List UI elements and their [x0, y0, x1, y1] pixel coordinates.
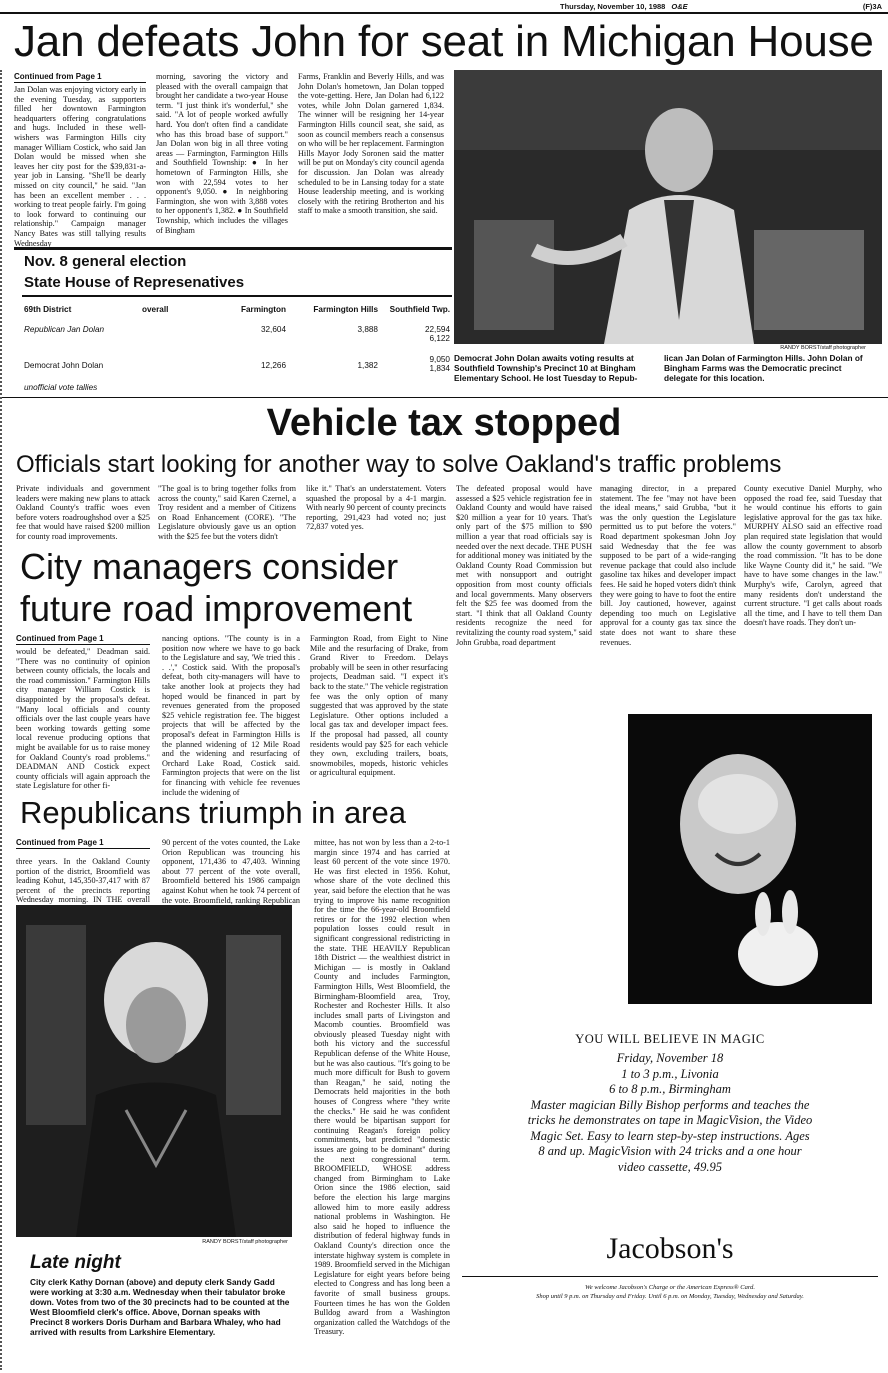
header-paper: O&E: [671, 2, 688, 11]
header-page: (F)3A: [862, 2, 882, 11]
story4-col2: 90 percent of the votes counted, the Lake Orion Republican was trouncing his opponent, 171,436 to 47,403. Winning about 77 percent of the vote overall, Broomfield bettered his 1986 campaign against Kohut when he took 74 percent of the vote. Broomfield, ranking Republican: [162, 838, 300, 905]
story4-continued: Continued from Page 1: [16, 838, 150, 849]
story3-col3: Farmington Road, from Eight to Nine Mile and the resurfacing of Drake, from Grand River to Freedom. Delays probably will be seen in other resurfacing projects, Deadman said. "I expect it's back to the state." The vehicle registration fee was the only option of many suggested that was approved by the state Legislature. Other options included a local gas tax and developer impact fees. If the proposal had passed, all county residents would pay $25 for each vehicle they own, excluding trailers, boats, snowmobiles, mopeds, historic vehicles or agricultural equipment.: [310, 634, 449, 778]
story1-col2: morning, savoring the victory and pleased with the overall campaign that brought her candidate a two-year House term. "I just think it's wonderful," she said. "A lot of people worked awfully hard. You don't often find a candidate who has this broad base of support." Jan Dolan won big in all three voting areas — Farmington, Farmington Hills and Southfield Township: ● In her hometown of Farmington Hills, she won with 22,594 votes to her opponent's 9,050. ● In neighboring Farmington, she won with 3,888 votes to her opponent's 1,382. ● In Southfield Township, which includes the villages of Bingham: [156, 72, 288, 235]
photo-john-dolan: [454, 70, 882, 344]
ad-rule: [462, 1276, 878, 1277]
photo2-credit: RANDY BORST/staff photographer: [202, 1239, 288, 1245]
story2-col5: managing director, in a prepared statement. The fee "may not have been the ideal means," said Grubba, "but it was the only question the Legislature permitted us to put before the voters." Road department spokesman John Joy said Wednesday that the fee was supposed to be part of a wide-ranging revenue package that could also include gasoline tax hikes and developer impact fees. He said he hoped voters didn't think they were going to have to foot the entire bill. Joy cautioned, however, against depending too much on Legislative approval for a county gas tax since the state does not want to share these revenues.: [600, 484, 736, 647]
story3-headline-line1: City managers consider: [20, 546, 399, 587]
photo2-caption: [30, 1252, 292, 1337]
ad-footer-2: Shop until 9 p.m. on Thursday and Friday. Until 6 p.m. on Monday, Tuesday, Wednesday and Saturday.: [536, 1293, 804, 1300]
story3-headline-line2: future road improvement: [20, 588, 413, 629]
results-col-farmington: Farmington: [240, 305, 286, 314]
results-row-democrat: Democrat John Dolan 12,266 1,382 9,050 1,834: [24, 355, 450, 373]
photo1-credit: RANDY BORST/staff photographer: [780, 345, 866, 351]
results-note: unofficial vote tallies: [24, 383, 98, 392]
story4-headline: Republicans triumph in area: [20, 795, 406, 830]
story2-col1: Private individuals and government leaders were making new plans to attack Oakland County's traffic woes even before voters roadroughshod over a $25 fee that would have raised $200 million for county road improvements.: [16, 484, 150, 541]
header-date: Thursday, November 10, 1988: [560, 2, 666, 11]
results-col-overall: overall: [142, 305, 169, 314]
ad-details: [458, 1051, 882, 1175]
ad-footer: [458, 1283, 882, 1301]
story2-col4: The defeated proposal would have assessed a $25 vehicle registration fee in Oakland County and would have raised $20 million a year for 10 years. That's only part of the $75 million to $90 million a year that road officials say is needed over the next decade. THE PUSH for additional money was initiated by the Oakland County Road Commission but met with nonsupport and outright opposition from most county officials and local governments. Many observers felt the $25 fee was doomed from the start. "I think that all Oakland County residents recognize the need for revitalizing the county road system," said John Grubba, road department: [456, 484, 592, 647]
ad-title: YOU WILL BELIEVE IN MAGIC: [575, 1032, 765, 1046]
results-title2: State House of Represenatives: [24, 274, 245, 291]
photo2-caption-title: Late night: [30, 1252, 121, 1273]
photo-late-night: [16, 905, 292, 1237]
story2-subhead: Officials start looking for another way to solve Oakland's traffic problems: [16, 451, 782, 478]
story1-col1: Jan Dolan was enjoying victory early in the evening Tuesday, as supporters filled her downtown Farmington headquarters offering congratulations and hugs. Included in these well-wishers was Farmington Hills city manager William Costick, who said Jan Dolan would be missed when she leaves her city post for the $39,831-a-year job in Lansing. "She'll be dearly missed on city council," he said. "Jan has been an excellent member . . . working to treat people fairly. I'm going to look forward to continuing our relationship." Campaign manager Nancy Bates was still tallying results Wednesday: [14, 85, 146, 248]
divider-1: [0, 397, 888, 398]
results-row-republican: Republican Jan Dolan 32,604 3,888 22,594 6,122: [24, 325, 450, 343]
ad-footer-1: We welcome Jacobson's Charge or the American Express® Card.: [584, 1284, 756, 1291]
story1-text: [14, 72, 444, 248]
results-district: 69th District: [24, 305, 72, 314]
results-col-southfield: Southfield Twp.: [389, 305, 450, 314]
page-header: [560, 2, 882, 11]
jacobsons-ad: [458, 696, 882, 1364]
magician-photo: [628, 714, 872, 1004]
results-box: [14, 247, 452, 391]
ad-date: Friday, November 18: [616, 1051, 724, 1065]
header-rule: [0, 12, 888, 14]
story3-continued: Continued from Page 1: [16, 634, 150, 645]
story2-headline: Vehicle tax stopped: [266, 402, 622, 444]
story4-col3: mittee, has not won by less than a 2-to-1 margin since 1974 and has carried at least 60 percent of the vote since 1970. He was first elected in 1956. Kohut, whose share of the vote declined this year, said before the election that he was trying to improve his name recognition for the time the 66-year-old Broomfield retires or for the 1992 election when population losses could result in significant congressional redistricting in the state. THE HEAVILY Republican 18th District — the wealthiest district in Michigan — is mostly in Oakland County and includes Farmington, Farmington Hills, West Bloomfield, the Birmingham-Bloomfield area, Troy, Rochester and Rochester Hills. It also includes small parts of Livingston and Macomb counties. Broomfield was obviously pleased Tuesday night with both his victory and the successful Republican defense of the White House, but he was also cautious. "It's going to be much more difficult for Bush to govern than Reagan," he said, noting the Democrats held majorities in the both houses of Congress where "they write the checks." He said he was confident there would be bipartisan support for continuing Reagan's foreign policy commitments, but predicted "domestic issues are going to be dominant" during the next congressional term. BROOMFIELD, WHOSE address changed from Birmingham to Lake Orion since the 1986 election, said before the election his large margins allowed him to more easily address national problems in Washington. He also said he hoped to influence the distribution of federal highway funds in Oakland County's direction once the interstate highway system is complete in 1989. Broomfield served in the Michigan Legislature for eight years before being elected to Congress and has long been a favorite of small business groups. Fourteen times he has won the Golden Bulldog award from a Washington organization called the Watchdogs of the Treasury.: [314, 838, 450, 1337]
ad-body: Master magician Billy Bishop performs and teaches the tricks he demonstrates on tape in MagicVision, the Video Magic Set. Easy to learn step-by-step instructions. Ages 8 and up. MagicVision with 24 tricks and a one hour video cassette, 49.95: [527, 1097, 813, 1174]
story2-col2: "The goal is to bring together folks from across the county," said Karen Czernel, a Troy resident and a member of Citizens on Road Enhancement (CORE). "The Legislature obviously gave us an option with the $25 fee but the voters didn't: [158, 484, 296, 541]
story1-col3: Farms, Franklin and Beverly Hills, and was John Dolan's hometown, Jan Dolan topped the vote-getting. Here, Jan Dolan had 6,122 votes, while John Dolan garnered 1,834. The winner will be resigning her 14-year Farmington Hills council seat, she said, as soon as council members reach a consensus on who will be her replacement. Farmington Hills Mayor Jody Soronen said the matter will be put on Monday's city council agenda for discussion. Jan Dolan was already scheduled to be in Lansing today for a state House leadership meeting, and is working closely with the retiring Brotherton and his staff to make a smooth transition, she said.: [298, 72, 444, 216]
scan-left-edge: [0, 70, 8, 1370]
ad-brand-logo: Jacobson's: [606, 1232, 734, 1265]
story2-col6: County executive Daniel Murphy, who opposed the road fee, said Tuesday that he would continue his efforts to gain legislative approval for the gas tax hike. MURPHY ALSO said an effective road plan required state legislation that would allow the county government to absorb the road commission. "It has to be done like Wayne County did it," he said. "We have to have some changes in the law." Murphy's wife, Carolyn, agreed that many residents don't understand the current structure. "I get calls about roads all the time, and I have to tell them Dan doesn't have roads. They don't un-: [744, 484, 882, 628]
results-table: [24, 305, 450, 379]
photo-john-dolan-image: [454, 70, 882, 344]
story1-continued: Continued from Page 1: [14, 72, 146, 83]
story2-col3: like it." That's an understatement. Voters squashed the proposal by a 4-1 margin. With nearly 90 percent of county precincts reporting, 291,423 had voted no; just 72,837 voted yes.: [306, 484, 446, 532]
ad-line2: 6 to 8 p.m., Birmingham: [609, 1082, 731, 1096]
story1-headline: Jan defeats John for seat in Michigan House: [14, 17, 874, 66]
story3-text: [16, 634, 450, 797]
story4-col1: three years. In the Oakland County portion of the district, Broomfield was leading Kohut, 145,350-37,417 with 87 percent of the precincts reporting Wednesday morning. IN THE overall: [16, 857, 150, 905]
photo2-caption-text: City clerk Kathy Dornan (above) and deputy clerk Sandy Gadd were working at 3:30 a.m. Wednesday when their tabulator broke down. Votes from two of the 30 precincts had to be counted at the West Bloomfield clerk's office. Above, Dornan speaks with Precinct 8 workers Doris Durham and Barbara Whaley, who had arrived with results from Larkshire Elementary.: [30, 1277, 290, 1337]
results-title1: Nov. 8 general election: [24, 253, 187, 270]
story3-col2: nancing options. "The county is in a position now where we have to go back to the Legislature and say, 'We tried this . . .'," Costick said. With the proposal's defeat, both city-managers will have to take another look at projects they had hoped would be financed in part by revenues generated from the proposed $25 vehicle registration fee. The biggest projects that will be affected by the proposal's defeat in Farmington Hills is the planned widening of 12 Mile Road and the widening and resurfacing of Orchard Lake Road, Costick said. Farmington projects that were on the list for financing with vehicle fee revenues include the widening of: [162, 634, 300, 797]
photo-late-night-image: [16, 905, 292, 1237]
results-col-hills: Farmington Hills: [313, 305, 378, 314]
magician-image: [628, 714, 872, 1004]
story3-col1: would be defeated," Deadman said. "There was no continuity of opinion between county officials, the locals and the road commission." Farmington Hills city manager William Costick is disappointed by the proposal's defeat. "Many local officials and county officials over the last couple years have been working towards getting some local revenue producing options that might be available for us to raise money for Oakland County's road problems." DEADMAN AND Costick expect county officials will again approach the state Legislature for other fi-: [16, 647, 150, 791]
ad-line1: 1 to 3 p.m., Livonia: [621, 1066, 719, 1081]
